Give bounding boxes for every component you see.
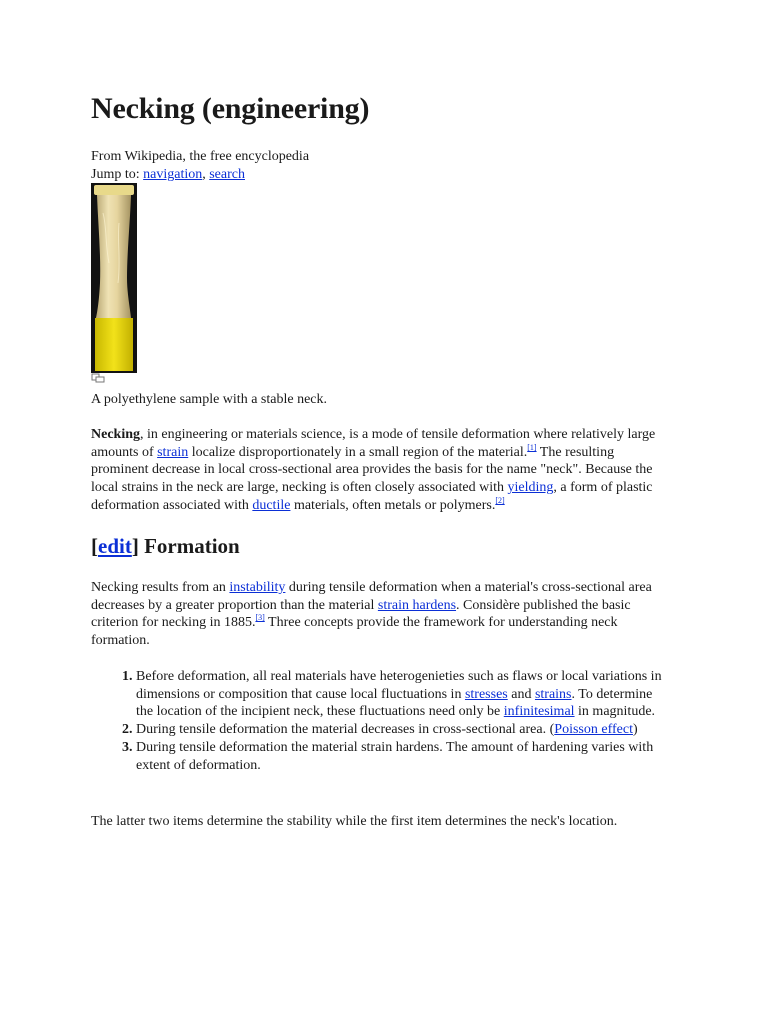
item1-text-2: and (507, 686, 535, 702)
section-title: Formation (144, 534, 240, 558)
formation-text-2: during tensile deformation when a material's cross-sectional area decreases by a greater proportion than the material (91, 580, 652, 613)
item1-text-4: in magnitude. (574, 704, 656, 720)
item1-text-3: . To determine the location of the incipient neck, these fluctuations need only be (136, 686, 653, 720)
search-link[interactable]: search (209, 167, 245, 182)
jump-links (91, 166, 245, 184)
intro-text-1: , in engineering or materials science, is a mode of tensile deformation where relatively large amounts of (91, 427, 656, 460)
conclusion-paragraph: The latter two items determine the stability while the first item determines the neck's location. (91, 814, 618, 829)
page-title: Necking (engineering) (91, 92, 370, 125)
navigation-link[interactable]: navigation (143, 167, 203, 182)
formation-text-4: Three concepts provide the framework for understanding neck formation. (91, 615, 618, 649)
concept-list (91, 668, 669, 774)
ductile-link[interactable]: ductile (252, 497, 291, 513)
stresses-link[interactable]: stresses (464, 686, 508, 702)
list-item (136, 721, 669, 739)
formation-text-3: . Considère published the basic criterion for necking in 1885. (91, 597, 631, 631)
item2-text-2: ) (632, 722, 638, 738)
intro-term: Necking (91, 427, 140, 442)
intro-paragraph (91, 426, 669, 515)
ref-1-link[interactable]: [1] (527, 442, 537, 452)
sample-illustration (91, 183, 137, 373)
formation-paragraph (91, 579, 669, 650)
jump-separator: , (202, 167, 210, 182)
strain-hardens-link[interactable]: strain hardens (377, 597, 457, 613)
item2-text-1: During tensile deformation the material decreases in cross-sectional area. ( (136, 722, 555, 738)
tagline: From Wikipedia, the free encyclopedia (91, 149, 310, 164)
intro-text-2: localize disproportionately in a small region of the material. (188, 444, 528, 460)
list-item (136, 739, 669, 774)
intro-text-5: materials, often metals or polymers. (290, 497, 496, 513)
jump-prefix: Jump to: (91, 167, 144, 182)
intro-text-3: The resulting prominent decrease in local cross-sectional area provides the basis for the name "neck". Because the local strains in the neck are large, necking is often closely associated with (91, 444, 653, 496)
item3-text-1: During tensile deformation the material strain hardens. The amount of hardening varies with extent of deformation. (136, 739, 654, 773)
bracket-close: ] (131, 534, 145, 558)
intro-text-4: , a form of plastic deformation associated with (91, 480, 653, 513)
poisson-effect-link[interactable]: Poisson effect (554, 722, 633, 738)
infinitesimal-link[interactable]: infinitesimal (503, 704, 575, 720)
edit-link[interactable]: edit (98, 534, 132, 558)
strains-link[interactable]: strains (534, 686, 572, 702)
bracket-open: [ (91, 534, 98, 558)
list-item (136, 668, 669, 721)
item1-text-1: Before deformation, all real materials have heterogenieties such as flaws or local variations in dimensions or composition that cause local fluctuations in (136, 669, 662, 702)
figure-caption: A polyethylene sample with a stable neck. (91, 392, 327, 407)
polyethylene-sample-image[interactable] (91, 183, 137, 373)
instability-link[interactable]: instability (229, 580, 286, 595)
ref-2-link[interactable]: [2] (495, 495, 505, 505)
yielding-link[interactable]: yielding (507, 480, 554, 496)
magnify-icon[interactable] (91, 373, 105, 383)
strain-link[interactable]: strain (157, 444, 189, 460)
section-heading-formation (91, 534, 240, 559)
ref-3-link[interactable]: [3] (255, 613, 265, 623)
formation-text-1: Necking results from an (91, 580, 230, 595)
